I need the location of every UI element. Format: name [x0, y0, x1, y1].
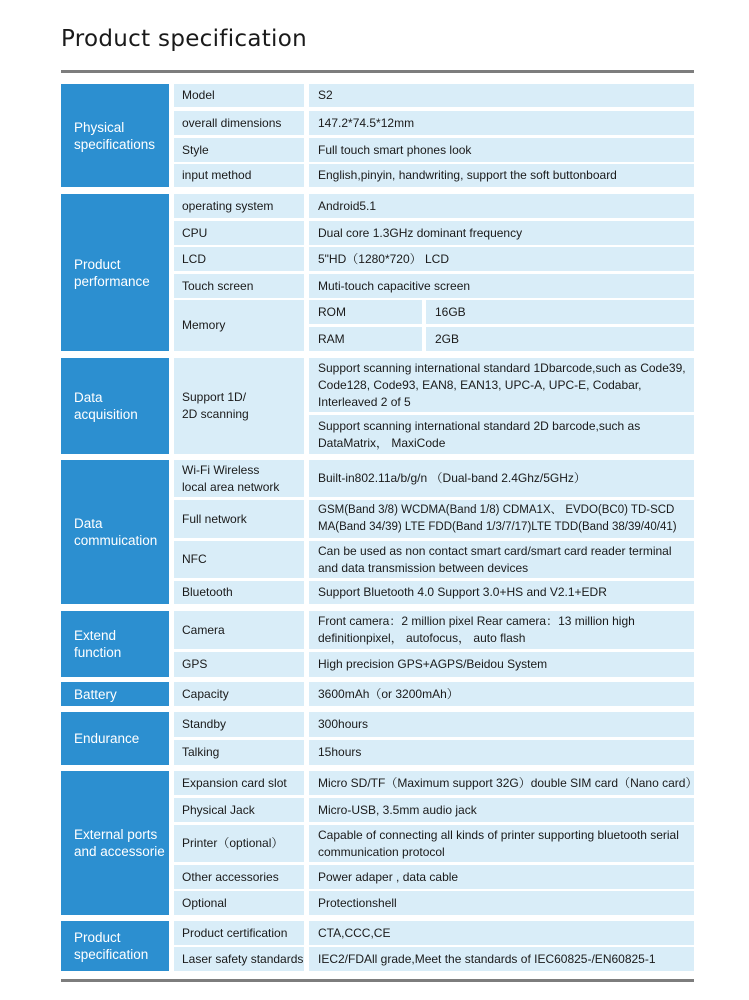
value-lcd: 5"HD（1280*720） LCD	[309, 247, 694, 271]
value-line: Interleaved 2 of 5	[318, 394, 411, 409]
value-line: Capable of connecting all kinds of printer supporting bluetooth serial	[318, 827, 679, 842]
category-endurance	[61, 712, 169, 765]
label-model: Model	[174, 84, 304, 107]
label-lcd: LCD	[174, 247, 304, 271]
memory-rom-label: ROM	[309, 300, 422, 324]
label-standby: Standby	[174, 712, 304, 737]
value-line: Can be used as non contact smart card/smart card reader terminal	[318, 543, 672, 558]
category-line: Battery	[74, 686, 117, 702]
category-battery	[61, 682, 169, 706]
value-line: DataMatrix， MaxiCode	[318, 435, 446, 450]
label-laser-safety-standards: Laser safety standards	[174, 947, 304, 971]
category-physical-specifications	[61, 84, 169, 187]
category-line: specification	[74, 947, 149, 962]
category-line: commuication	[74, 533, 158, 548]
label-camera: Camera	[174, 611, 304, 649]
value-capacity: 3600mAh（or 3200mAh）	[309, 682, 694, 706]
value-physical-jack: Micro-USB, 3.5mm audio jack	[309, 798, 694, 822]
page-title: Product specification	[61, 26, 307, 52]
value-line: GSM(Band 3/8) WCDMA(Band 1/8) CDMA1X、 EVDO(BC0) TD-SCD	[318, 504, 675, 516]
value-nfc	[309, 541, 694, 578]
value-line: Support scanning international standard 1Dbarcode,such as Code39,	[318, 360, 686, 375]
category-product-performance	[61, 194, 169, 351]
category-extend-function	[61, 611, 169, 677]
value-line: Support scanning international standard 2D barcode,such as	[318, 418, 641, 433]
label-talking: Talking	[174, 740, 304, 765]
value-operating-system: Android5.1	[309, 194, 694, 218]
value-line: and data transmission between devices	[318, 560, 529, 575]
value-laser-safety-standards: IEC2/FDAll grade,Meet the standards of IEC60825-/EN60825-1	[309, 947, 694, 971]
bottom-divider	[61, 979, 694, 982]
value-gps: High precision GPS+AGPS/Beidou System	[309, 652, 694, 677]
top-divider	[61, 70, 694, 73]
label-printer: Printer（optional）	[174, 825, 304, 862]
category-product-specification	[61, 921, 169, 971]
value-model: S2	[309, 84, 694, 107]
category-data-communication	[61, 460, 169, 604]
category-line: function	[74, 645, 122, 660]
label-touch-screen: Touch screen	[174, 274, 304, 298]
category-line: Physical	[74, 119, 125, 135]
memory-rom-value: 16GB	[426, 300, 694, 324]
category-line: Product	[74, 930, 121, 945]
value-touch-screen: Muti-touch capacitive screen	[309, 274, 694, 298]
label-operating-system: operating system	[174, 194, 304, 218]
value-overall-dimensions: 147.2*74.5*12mm	[309, 111, 694, 135]
category-line: acquisition	[74, 407, 138, 422]
label-nfc: NFC	[174, 541, 304, 578]
value-talking: 15hours	[309, 740, 694, 765]
label-style: Style	[174, 138, 304, 162]
value-printer	[309, 825, 694, 862]
memory-ram-value: 2GB	[426, 327, 694, 351]
label-optional: Optional	[174, 891, 304, 915]
label-memory: Memory	[174, 300, 304, 351]
value-2d-scanning	[309, 415, 694, 454]
label-line: Wi-Fi Wireless	[182, 462, 260, 477]
category-line: specifications	[74, 136, 156, 152]
value-input-method: English,pinyin, handwriting, support the soft buttonboard	[309, 164, 694, 187]
label-other-accessories: Other accessories	[174, 865, 304, 889]
category-line: Endurance	[74, 731, 140, 746]
category-line: External ports	[74, 827, 158, 842]
category-line: Data	[74, 390, 103, 405]
value-cpu: Dual core 1.3GHz dominant frequency	[309, 221, 694, 245]
value-wifi: Built-in802.11a/b/g/n （Dual-band 2.4Ghz/5GHz）	[309, 460, 694, 497]
category-line: performance	[74, 273, 150, 289]
label-line: 2D scanning	[182, 407, 249, 421]
category-line: Data	[74, 516, 103, 531]
label-input-method: input method	[174, 164, 304, 187]
value-1d-scanning	[309, 358, 694, 412]
value-optional: Protectionshell	[309, 891, 694, 915]
label-line: local area network	[182, 479, 280, 494]
value-full-network	[309, 500, 694, 538]
category-line: Extend	[74, 628, 117, 643]
label-wifi	[174, 460, 304, 497]
label-expansion-card-slot: Expansion card slot	[174, 771, 304, 795]
value-bluetooth: Support Bluetooth 4.0 Support 3.0+HS and V2.1+EDR	[309, 581, 694, 604]
value-style: Full touch smart phones look	[309, 138, 694, 162]
label-line: Support 1D/	[182, 390, 247, 404]
value-other-accessories: Power adaper , data cable	[309, 865, 694, 889]
value-standby: 300hours	[309, 712, 694, 737]
value-expansion-card-slot: Micro SD/TF（Maximum support 32G）double SIM card（Nano card）	[309, 771, 694, 795]
category-line: and accessorie	[74, 844, 165, 859]
label-cpu: CPU	[174, 221, 304, 245]
value-line: definitionpixel， autofocus， auto flash	[318, 631, 526, 645]
category-data-acquisition	[61, 358, 169, 454]
label-bluetooth: Bluetooth	[174, 581, 304, 604]
label-capacity: Capacity	[174, 682, 304, 706]
value-line: Code128, Code93, EAN8, EAN13, UPC-A, UPC-E, Codabar,	[318, 377, 642, 392]
category-line: Product	[74, 256, 121, 272]
label-gps: GPS	[174, 652, 304, 677]
label-full-network: Full network	[174, 500, 304, 538]
value-camera	[309, 611, 694, 649]
label-physical-jack: Physical Jack	[174, 798, 304, 822]
value-line: Front camera：2 million pixel Rear camera：13 million high	[318, 614, 635, 628]
label-overall-dimensions: overall dimensions	[174, 111, 304, 135]
value-line: MA(Band 34/39) LTE FDD(Band 1/3/7/17)LTE TDD(Band 38/39/40/41)	[318, 521, 677, 533]
value-line: communication protocol	[318, 844, 445, 859]
category-external-ports	[61, 771, 169, 915]
label-product-certification: Product certification	[174, 921, 304, 945]
value-product-certification: CTA,CCC,CE	[309, 921, 694, 945]
memory-ram-label: RAM	[309, 327, 422, 351]
label-scanning	[174, 358, 304, 454]
